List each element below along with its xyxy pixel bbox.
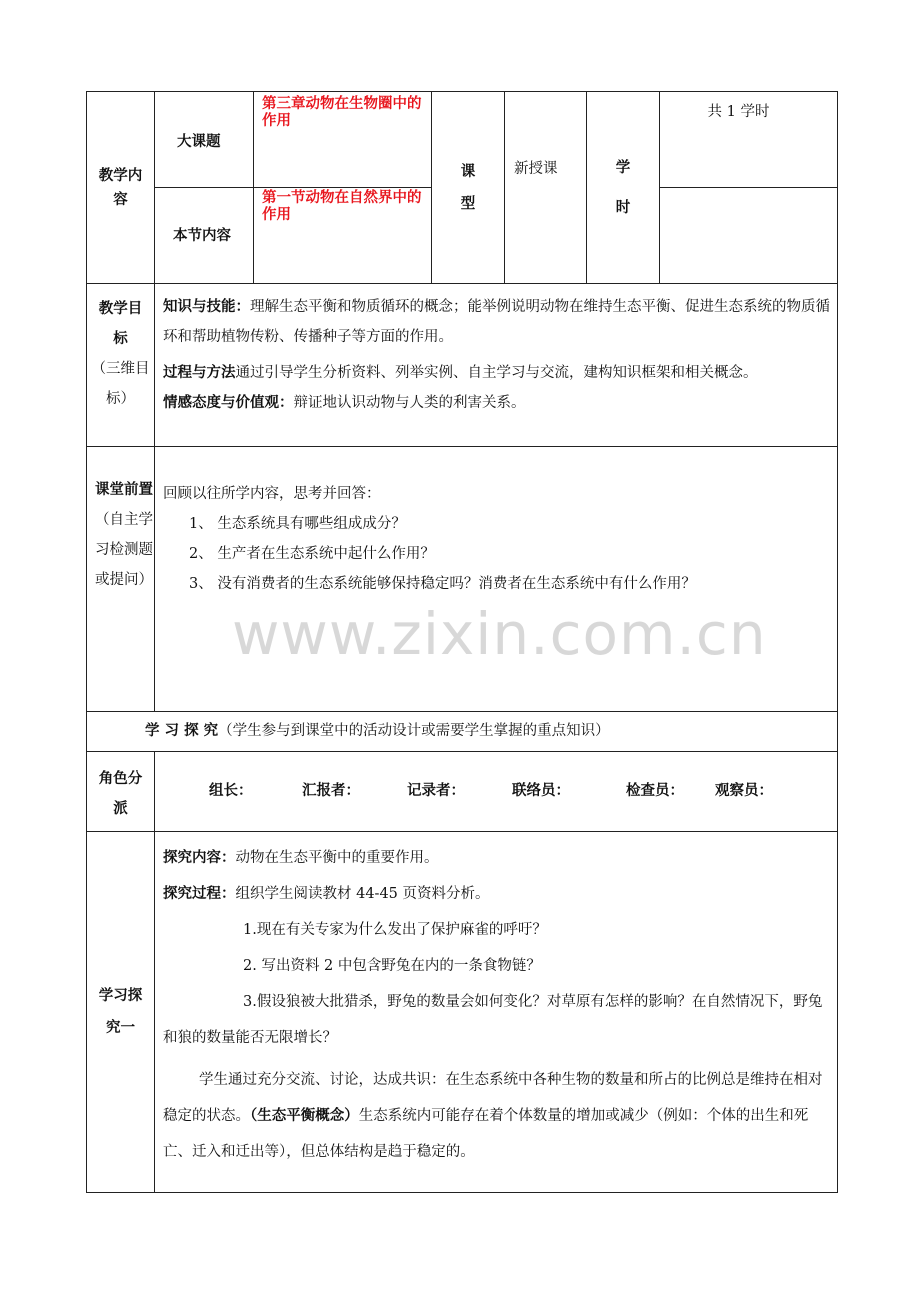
roles-cell: [155, 752, 838, 832]
explore-content-label: 探究内容：: [163, 850, 236, 866]
hours-value: 共 1 学时: [660, 92, 838, 188]
roles-label-cell: [87, 752, 155, 832]
explore-one-label: 学习探究一: [98, 988, 143, 1036]
explore-question-2: 2. 写出资料 2 中包含野兔在内的一条食物链？: [243, 958, 541, 974]
explore-summary: [163, 1062, 831, 1170]
preclass-question-1: 1、 生态系统具有哪些组成成分？: [189, 516, 406, 532]
preclass-question-3: 3、 没有消费者的生态系统能够保持稳定吗？消费者在生态系统中有什么作用？: [189, 576, 696, 592]
role-observer: 观察员：: [715, 782, 773, 799]
process-label: 过程与方法: [163, 365, 236, 381]
process-text: 通过引导学生分析资料、列举实例、自主学习与交流，建构知识框架和相关概念。: [235, 365, 758, 381]
preclass-label-sub: （自主学习检测题或提问）: [95, 512, 153, 588]
role-leader: 组长：: [209, 782, 253, 799]
role-liaison: 联络员：: [512, 782, 570, 799]
lesson-type-value: 新授课: [505, 92, 587, 284]
explore-question-1: 1.现在有关专家为什么发出了保护麻雀的呼吁？: [243, 922, 547, 938]
explore-process-label: 探究过程：: [163, 886, 236, 902]
explore-one-cell: [155, 832, 838, 1193]
explore-header-title: 学 习 探 究: [145, 722, 219, 739]
section-label: 本节内容: [155, 188, 254, 284]
explore-summary-b: 生态系统内可能存在着个体数量的增加或减少（例如：个体的出生和死亡、迁入和迁出等），但总体结构是趋于稳定的。: [163, 1108, 809, 1160]
lesson-plan-table: [86, 91, 838, 1193]
watermark: www.zixin.com.cn: [232, 600, 767, 668]
goals-label-cell: [87, 284, 155, 447]
roles-label: 角色分派: [98, 771, 143, 817]
role-recorder: 记录者：: [407, 782, 465, 799]
role-inspector: 检查员：: [626, 782, 684, 799]
role-reporter: 汇报者：: [302, 782, 360, 799]
preclass-question-2: 2、 生产者在生态系统中起什么作用？: [189, 546, 435, 562]
explore-summary-bold: （生态平衡概念）: [250, 1108, 359, 1124]
attitude-label: 情感态度与价值观：: [163, 395, 294, 411]
explore-header-note: （学生参与到课堂中的活动设计或需要学生掌握的重点知识）: [218, 722, 610, 739]
big-topic-value: 第三章动物在生物圈中的作用: [254, 92, 432, 188]
lesson-type-label-cell: [432, 92, 505, 284]
explore-header-cell: [87, 712, 838, 752]
goals-label-sub: （三维目标）: [91, 361, 150, 407]
section-value: 第一节动物在自然界中的作用: [254, 188, 432, 284]
hours-label: 学时: [615, 159, 631, 216]
preclass-intro: 回顾以往所学内容，思考并回答：: [163, 486, 381, 502]
attitude-text: 辩证地认识动物与人类的利害关系。: [293, 395, 526, 411]
preclass-label-cell: [87, 447, 155, 712]
big-topic-label: 大课题: [155, 92, 254, 188]
lesson-type-label: 课型: [460, 163, 476, 212]
knowledge-text: 理解生态平衡和物质循环的概念；能举例说明动物在维持生态平衡、促进生态系统的物质循环和帮助植物传粉、传播种子等方面的作用。: [163, 299, 830, 345]
hours-label-cell: [587, 92, 660, 284]
knowledge-label: 知识与技能：: [163, 299, 250, 315]
preclass-cell: [155, 447, 838, 712]
preclass-label: 课堂前置: [95, 482, 153, 498]
explore-process-text: 组织学生阅读教材 44-45 页资料分析。: [235, 886, 490, 902]
explore-question-3: 3.假设狼被大批猎杀，野兔的数量会如何变化？对草原有怎样的影响？在自然情况下，野兔和狼的数量能否无限增长？: [163, 994, 823, 1046]
content-label-cell: [87, 92, 155, 284]
content-label: 教学内容: [98, 167, 143, 208]
explore-content-text: 动物在生态平衡中的重要作用。: [235, 850, 439, 866]
goals-label: 教学目标: [98, 301, 143, 347]
explore-summary-a: 学生通过充分交流、讨论，达成共识：在生态系统中各种生物的数量和所占的比例总是维持在相对稳定的状态。: [163, 1072, 823, 1124]
goals-cell: [155, 284, 838, 447]
hours-empty-cell: [660, 188, 838, 284]
explore-one-label-cell: [87, 832, 155, 1193]
